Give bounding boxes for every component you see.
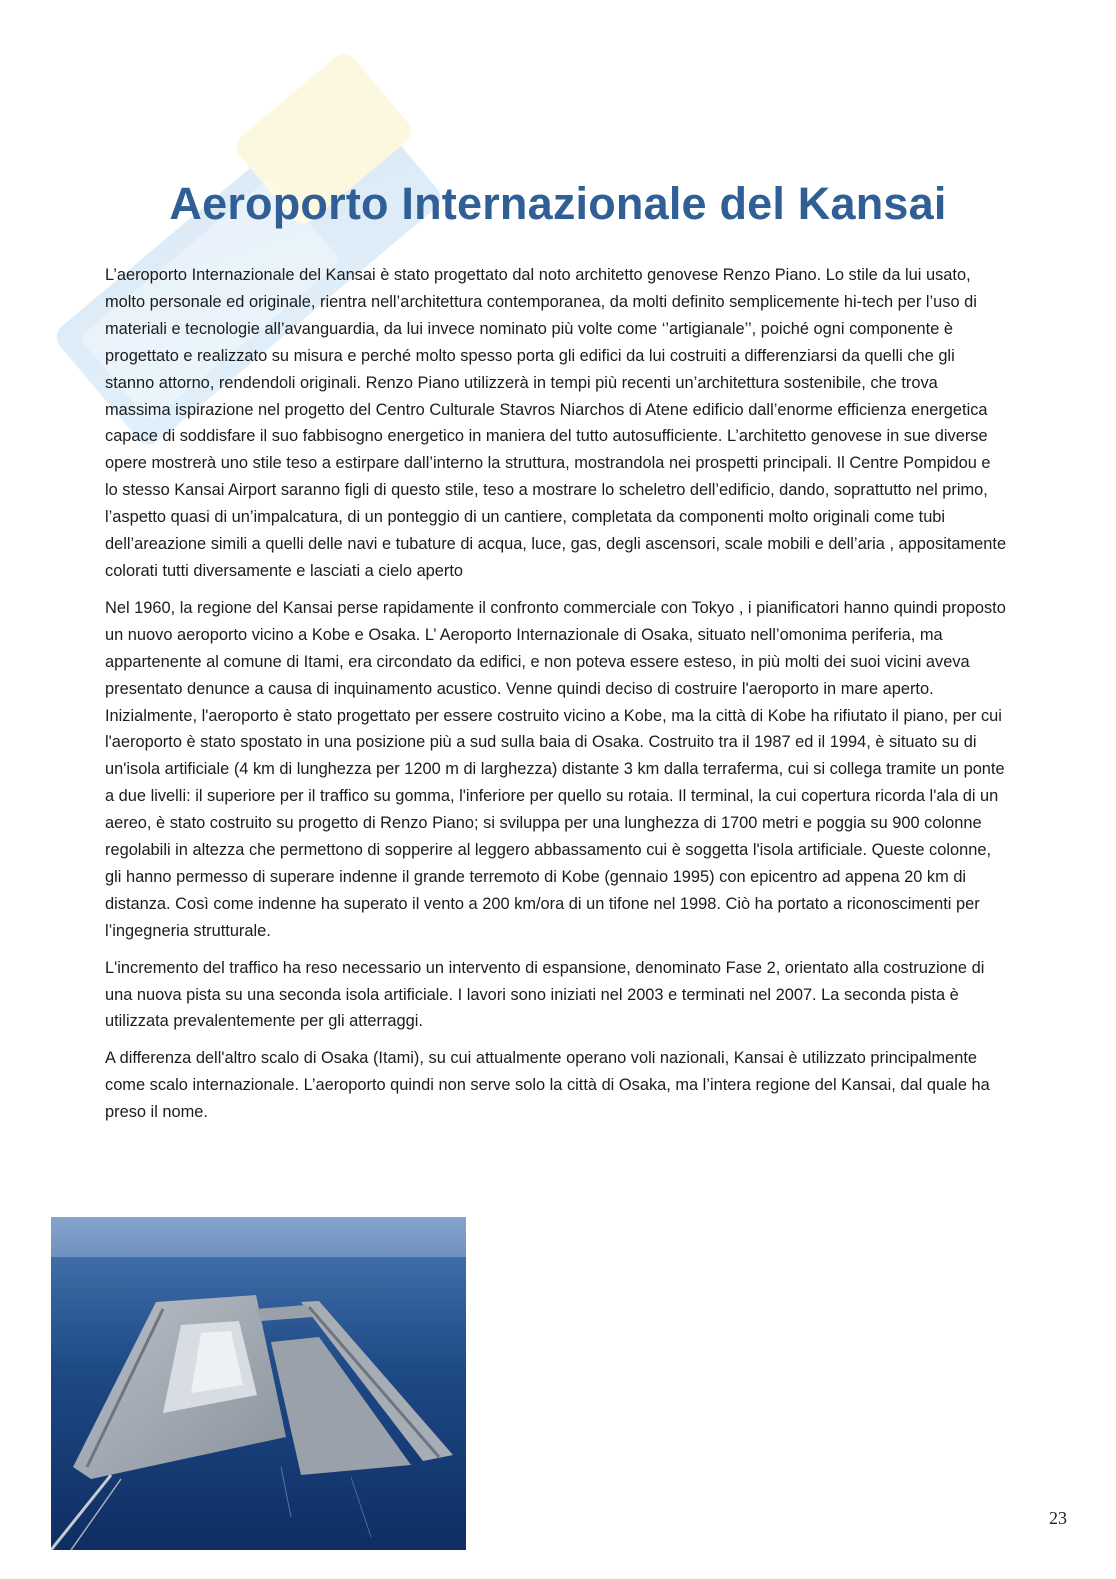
paragraph-renzo-piano-style: L’aeroporto Internazionale del Kansai è stato progettato dal noto architetto genovese Renzo Piano. Lo stile da lui usato, molto personale ed originale, rientra nell’architettura contemporanea, da molti definito semplicemente hi-tech per l’uso di materiali e tecnologie all’avanguardia, da lui invece nominato più volte come ‘’artigianale’’, poiché ogni componente è progettato e realizzato su misura e perché molto spesso porta gli edifici da lui costruiti a differenziarsi da quelli che gli stanno attorno, rendendoli originali. Renzo Piano utilizzerà in tempi più recenti un’architettura sostenibile, che trova massima ispirazione nel progetto del Centro Culturale Stavros Niarchos di Atene edificio dall’enorme efficienza energetica capace di soddisfare il suo fabbisogno energetico in maniera del tutto autosufficiente. L’architetto genovese in sue diverse opere mostrerà uno stile teso a estirpare dall’interno la struttura, mostrandola nei prospetti principali. Il Centre Pompidou e lo stesso Kansai Airport saranno figli di questo stile, teso a mostrare lo scheletro dell’edificio, dando, soprattutto nel primo, l’aspetto quasi di un’impalcatura, di un ponteggio di un cantiere, completata da componenti molto originali come tubi dell’areazione simili a quelli delle navi e tubature di acqua, luce, gas, degli ascensori, scale mobili e dell’aria , appositamente colorati tutti diversamente e lasciati a cielo aperto — [105, 266, 1007, 580]
paragraph-phase-2-expansion: L'incremento del traffico ha reso necessario un intervento di espansione, denominato Fase 2, orientato alla costruzione di una nuova pista su una seconda isola artificiale. I lavori sono iniziati nel 2003 e terminati nel 2007. La seconda pista è utilizzata prevalentemente per gli atterraggi. — [105, 958, 985, 1031]
page-title: Aeroporto Internazionale del Kansai — [169, 178, 947, 229]
paragraph-international-hub: A differenza dell'altro scalo di Osaka (Itami), su cui attualmente operano voli nazionali, Kansai è utilizzato principalmente come scalo internazionale. L’aeroporto quindi non serve solo la città di Osaka, ma l’intera regione del Kansai, dal quale ha preso il nome. — [105, 1049, 990, 1122]
article-body — [105, 262, 1007, 1136]
paragraph-airport-history: Nel 1960, la regione del Kansai perse rapidamente il confronto commerciale con Tokyo , i pianificatori hanno quindi proposto un nuovo aeroporto vicino a Kobe e Osaka. L’ Aeroporto Internazionale di Osaka, situato nell’omonima periferia, ma appartenente al comune di Itami, era circondato da edifici, e non poteva essere esteso, in più molti dei suoi vicini aveva presentato denunce a causa di inquinamento acustico. Venne quindi deciso di costruire l'aeroporto in mare aperto. Inizialmente, l'aeroporto è stato progettato per essere costruito vicino a Kobe, ma la città di Kobe ha rifiutato il piano, per cui l'aeroporto è stato spostato in una posizione più a sud sulla baia di Osaka. Costruito tra il 1987 ed il 1994, è situato su di un'isola artificiale (4 km di lunghezza per 1200 m di larghezza) distante 3 km dalla terraferma, cui si collega tramite un ponte a due livelli: il superiore per il traffico su gomma, l'inferiore per quello su rotaia. Il terminal, la cui copertura ricorda l'ala di un aereo, è stato costruito su progetto di Renzo Piano; si sviluppa per una lunghezza di 1700 metri e poggia su 900 colonne regolabili in altezza che permettono di sopperire al leggero abbassamento cui è soggetta l'isola artificiale. Queste colonne, gli hanno permesso di superare indenne il grande terremoto di Kobe (gennaio 1995) con epicentro ad appena 20 km di distanza. Così come indenne ha superato il vento a 200 km/ora di un tifone nel 1998. Ciò ha portato a riconoscimenti per l’ingegneria strutturale. — [105, 598, 1006, 940]
page-number: 23 — [1049, 1508, 1067, 1528]
kansai-airport-aerial-photo — [51, 1217, 466, 1550]
